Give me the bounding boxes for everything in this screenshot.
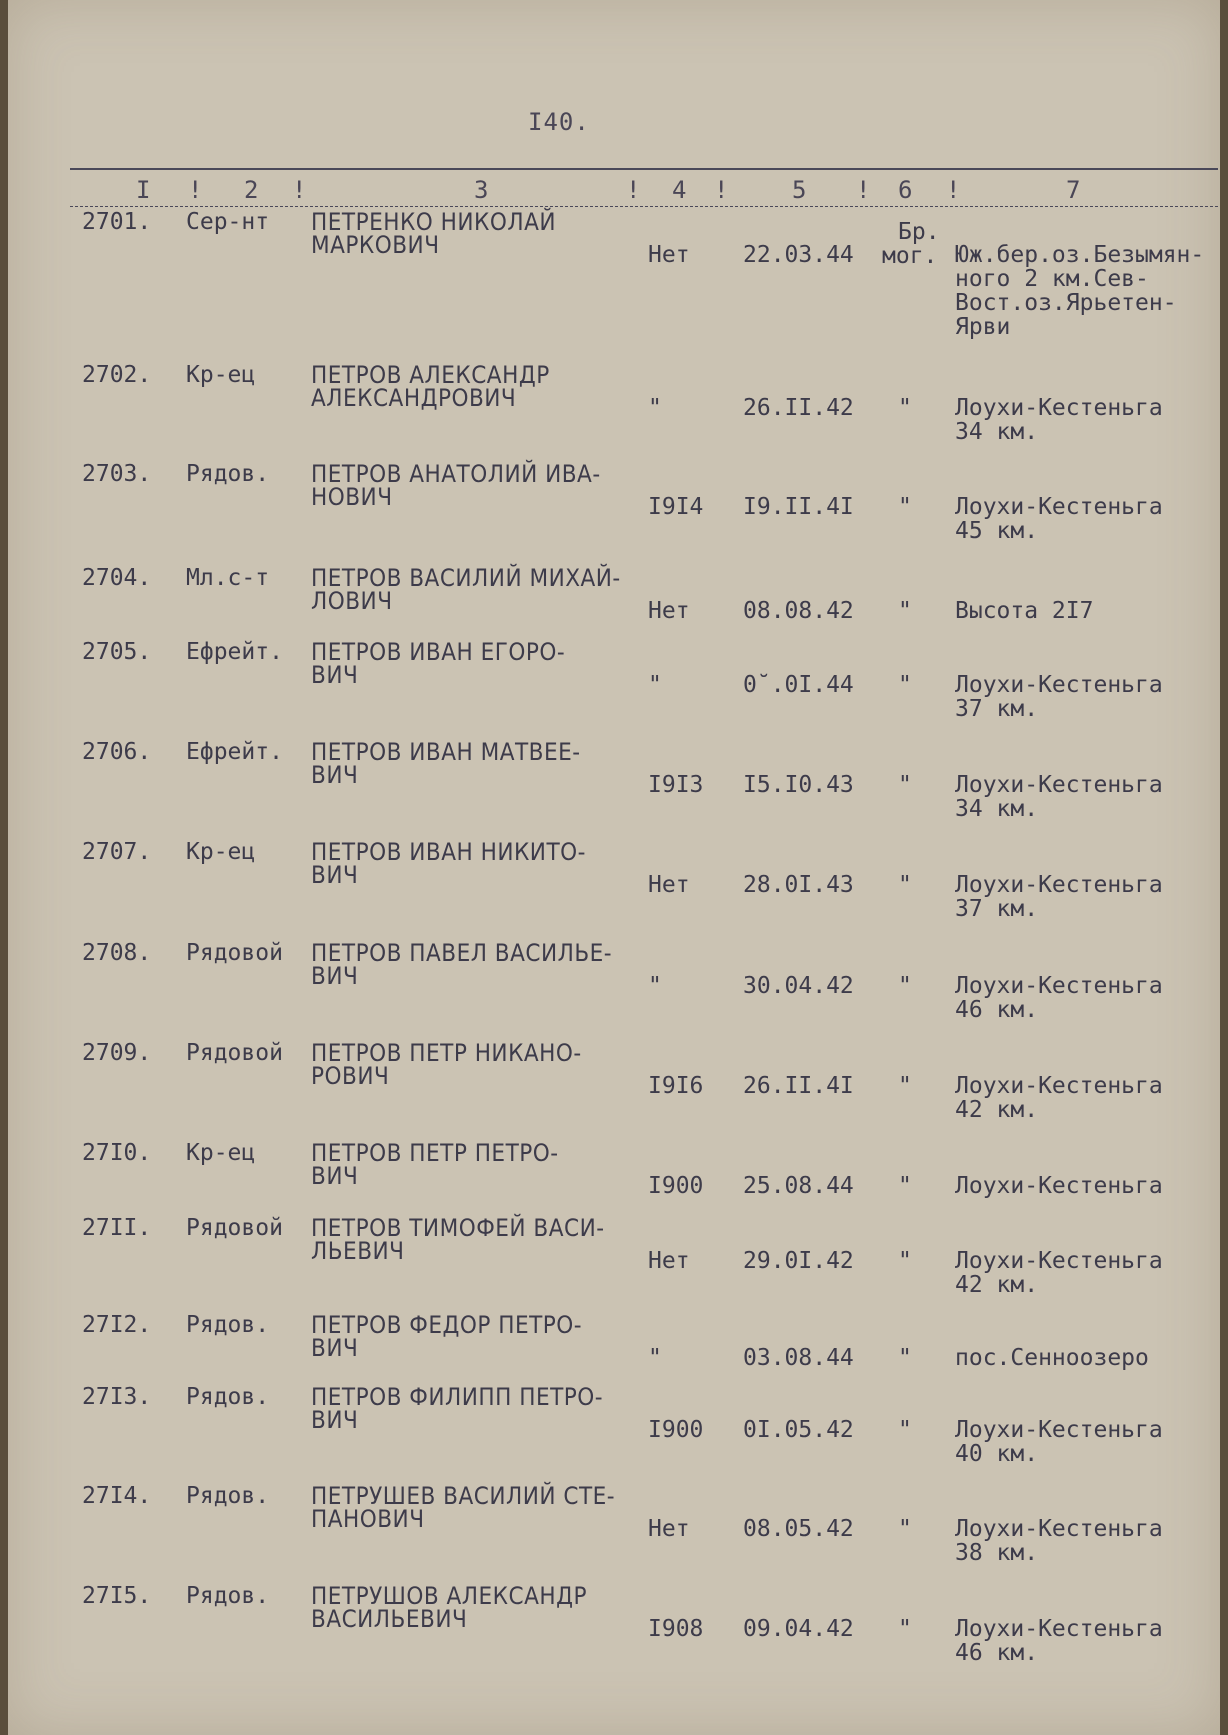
- place-line: 45 км.: [955, 518, 1039, 544]
- place-line: Ярви: [955, 314, 1011, 340]
- burial-type: ": [898, 1173, 912, 1199]
- birth-year: I9I3: [648, 772, 704, 798]
- birth-year: Нет: [648, 1248, 690, 1274]
- burial-type: ": [898, 1616, 912, 1642]
- table-row: [8, 462, 1220, 562]
- place-line: 34 км.: [955, 796, 1039, 822]
- birth-year: I9I4: [648, 494, 704, 520]
- full-name: [311, 840, 586, 888]
- header-rule-top: [70, 168, 1218, 170]
- burial-place: [955, 1249, 1163, 1297]
- birth-year: Нет: [648, 598, 690, 624]
- birth-year: I900: [648, 1417, 704, 1443]
- column-separator: !: [188, 176, 203, 204]
- record-number: 2702.: [82, 362, 152, 388]
- name-line-1: ПЕТРОВ ПЕТР НИКАНО-: [311, 1039, 582, 1067]
- military-rank: Ефрейт.: [186, 739, 283, 765]
- table-row: [8, 740, 1220, 840]
- burial-type-line-1: Бр.: [898, 219, 940, 245]
- full-name: [311, 1041, 582, 1089]
- record-number: 2705.: [82, 639, 152, 665]
- military-rank: Ефрейт.: [186, 639, 283, 665]
- column-header-6: 6: [898, 176, 913, 204]
- name-line-2: АЛЕКСАНДРОВИЧ: [311, 384, 517, 412]
- record-number: 27I3.: [82, 1384, 152, 1410]
- record-number: 2708.: [82, 940, 152, 966]
- place-line: 37 км.: [955, 696, 1039, 722]
- burial-place: [955, 495, 1163, 543]
- full-name: [311, 740, 581, 788]
- record-number: 27I4.: [82, 1483, 152, 1509]
- full-name: [311, 566, 621, 614]
- place-line: 42 км.: [955, 1272, 1039, 1298]
- burial-type: ": [898, 872, 912, 898]
- full-name: [311, 210, 556, 258]
- place-line: Лоухи-Кестеньга: [955, 1248, 1163, 1274]
- death-date: 22.03.44: [743, 242, 854, 268]
- place-line: Лоухи-Кестеньга: [955, 395, 1163, 421]
- table-row: [8, 640, 1220, 740]
- burial-type: ": [898, 1516, 912, 1542]
- column-header-3: 3: [474, 176, 489, 204]
- column-separator: !: [626, 176, 641, 204]
- military-rank: Кр-ец: [186, 839, 256, 865]
- burial-place: [955, 1346, 1149, 1370]
- place-line: Вост.оз.Ярьетен-: [955, 290, 1177, 316]
- document-page: [8, 0, 1220, 1735]
- table-row: [8, 1216, 1220, 1316]
- birth-year: I900: [648, 1173, 704, 1199]
- place-line: 37 км.: [955, 896, 1039, 922]
- column-separator: !: [946, 176, 961, 204]
- place-line: Лоухи-Кестеньга: [955, 872, 1163, 898]
- burial-type: ": [898, 1248, 912, 1274]
- record-number: 27I5.: [82, 1583, 152, 1609]
- death-date: 08.08.42: [743, 598, 854, 624]
- name-line-2: ВИЧ: [311, 761, 359, 789]
- military-rank: Рядов.: [186, 1384, 270, 1410]
- death-date: 28.0I.43: [743, 872, 854, 898]
- place-line: Лоухи-Кестеньга: [955, 973, 1163, 999]
- burial-type-line-2: мог.: [882, 243, 938, 269]
- place-line: Высота 2I7: [955, 598, 1094, 624]
- table-row: [8, 208, 1220, 340]
- record-number: 2704.: [82, 565, 152, 591]
- death-date: 09.04.42: [743, 1616, 854, 1642]
- burial-place: [955, 974, 1163, 1022]
- name-line-2: ВИЧ: [311, 1334, 359, 1362]
- record-number: 27I0.: [82, 1140, 152, 1166]
- burial-type: ": [898, 1417, 912, 1443]
- name-line-2: ПАНОВИЧ: [311, 1505, 425, 1533]
- name-line-2: ВИЧ: [311, 661, 359, 689]
- full-name: [311, 1584, 587, 1632]
- burial-place: [955, 873, 1163, 921]
- death-date: I9.II.4I: [743, 494, 854, 520]
- place-line: Лоухи-Кестеньга: [955, 1516, 1163, 1542]
- header-rule-bottom: [70, 206, 1218, 207]
- place-line: 42 км.: [955, 1097, 1039, 1123]
- burial-place: [955, 243, 1204, 339]
- place-line: Лоухи-Кестеньга: [955, 772, 1163, 798]
- birth-year: ": [648, 395, 662, 421]
- burial-type: ": [898, 1073, 912, 1099]
- table-row: [8, 1041, 1220, 1141]
- column-separator: !: [856, 176, 871, 204]
- military-rank: Сер-нт: [186, 209, 270, 235]
- table-row: [8, 1385, 1220, 1485]
- death-date: 08.05.42: [743, 1516, 854, 1542]
- full-name: [311, 1484, 615, 1532]
- burial-type: ": [898, 494, 912, 520]
- burial-type: ": [898, 672, 912, 698]
- death-date: 03.08.44: [743, 1345, 854, 1371]
- name-line-1: ПЕТРУШОВ АЛЕКСАНДР: [311, 1582, 587, 1610]
- death-date: 0˘.0I.44: [743, 672, 854, 698]
- military-rank: Рядов.: [186, 1312, 270, 1338]
- table-row: [8, 363, 1220, 463]
- burial-place: [955, 1074, 1163, 1122]
- death-date: 26.II.42: [743, 395, 854, 421]
- birth-year: ": [648, 672, 662, 698]
- name-line-1: ПЕТРОВ АНАТОЛИЙ ИВА-: [311, 460, 601, 488]
- name-line-1: ПЕТРЕНКО НИКОЛАЙ: [311, 208, 557, 236]
- place-line: Лоухи-Кестеньга: [955, 1073, 1163, 1099]
- place-line: Лоухи-Кестеньга: [955, 494, 1163, 520]
- burial-place: [955, 1517, 1163, 1565]
- death-date: 0I.05.42: [743, 1417, 854, 1443]
- military-rank: Мл.с-т: [186, 565, 270, 591]
- name-line-1: ПЕТРОВ ПЕТР ПЕТРО-: [311, 1139, 559, 1167]
- name-line-2: ВИЧ: [311, 1406, 359, 1434]
- place-line: 40 км.: [955, 1441, 1039, 1467]
- burial-type: ": [898, 598, 912, 624]
- place-line: Лоухи-Кестеньга: [955, 1417, 1163, 1443]
- name-line-1: ПЕТРОВ ВАСИЛИЙ МИХАЙ-: [311, 564, 621, 592]
- full-name: [311, 640, 565, 688]
- birth-year: Нет: [648, 242, 690, 268]
- burial-place: [955, 1617, 1163, 1665]
- place-line: 34 км.: [955, 419, 1039, 445]
- military-rank: Рядов.: [186, 1483, 270, 1509]
- name-line-2: ВИЧ: [311, 962, 359, 990]
- place-line: пос.Сенноозеро: [955, 1345, 1149, 1371]
- column-header-2: 2: [244, 176, 259, 204]
- record-number: 2701.: [82, 209, 152, 235]
- name-line-1: ПЕТРОВ АЛЕКСАНДР: [311, 361, 550, 389]
- burial-place: [955, 673, 1163, 721]
- place-line: Юж.бер.оз.Безымян-: [955, 242, 1205, 268]
- column-separator: !: [714, 176, 729, 204]
- military-rank: Рядовой: [186, 1040, 283, 1066]
- name-line-2: РОВИЧ: [311, 1062, 390, 1090]
- military-rank: Кр-ец: [186, 362, 256, 388]
- birth-year: Нет: [648, 1516, 690, 1542]
- name-line-1: ПЕТРОВ ИВАН ЕГОРО-: [311, 638, 566, 666]
- burial-type: ": [898, 973, 912, 999]
- table-row: [8, 1584, 1220, 1684]
- name-line-2: ВАСИЛЬЕВИЧ: [311, 1605, 468, 1633]
- military-rank: Кр-ец: [186, 1140, 256, 1166]
- death-date: 29.0I.42: [743, 1248, 854, 1274]
- full-name: [311, 1141, 559, 1189]
- burial-type: [882, 220, 940, 268]
- full-name: [311, 363, 550, 411]
- name-line-1: ПЕТРОВ ФИЛИПП ПЕТРО-: [311, 1383, 604, 1411]
- column-header-4: 4: [672, 176, 687, 204]
- full-name: [311, 1385, 603, 1433]
- name-line-2: МАРКОВИЧ: [311, 231, 440, 259]
- column-header-1: I: [136, 176, 151, 204]
- table-row: [8, 1484, 1220, 1584]
- place-line: Лоухи-Кестеньга: [955, 672, 1163, 698]
- name-line-2: ВИЧ: [311, 1162, 359, 1190]
- record-number: 2706.: [82, 739, 152, 765]
- birth-year: ": [648, 1345, 662, 1371]
- table-row: [8, 941, 1220, 1041]
- name-line-2: ЛЬЕВИЧ: [311, 1237, 405, 1265]
- place-line: Лоухи-Кестеньга: [955, 1173, 1163, 1199]
- place-line: 38 км.: [955, 1540, 1039, 1566]
- birth-year: Нет: [648, 872, 690, 898]
- burial-place: [955, 1418, 1163, 1466]
- birth-year: I908: [648, 1616, 704, 1642]
- place-line: Лоухи-Кестеньга: [955, 1616, 1163, 1642]
- burial-place: [955, 396, 1163, 444]
- military-rank: Рядов.: [186, 461, 270, 487]
- column-separator: !: [292, 176, 307, 204]
- name-line-2: НОВИЧ: [311, 483, 393, 511]
- name-line-1: ПЕТРОВ ФЕДОР ПЕТРО-: [311, 1311, 583, 1339]
- column-header-7: 7: [1066, 176, 1081, 204]
- burial-place: [955, 1174, 1163, 1198]
- name-line-2: ЛОВИЧ: [311, 587, 393, 615]
- table-row: [8, 840, 1220, 940]
- birth-year: I9I6: [648, 1073, 704, 1099]
- place-line: 46 км.: [955, 1640, 1039, 1666]
- burial-type: ": [898, 395, 912, 421]
- name-line-1: ПЕТРУШЕВ ВАСИЛИЙ СТЕ-: [311, 1482, 616, 1510]
- page-number: I40.: [528, 108, 590, 136]
- death-date: I5.I0.43: [743, 772, 854, 798]
- name-line-1: ПЕТРОВ ПАВЕЛ ВАСИЛЬЕ-: [311, 939, 613, 967]
- burial-place: [955, 599, 1093, 623]
- record-number: 2703.: [82, 461, 152, 487]
- death-date: 25.08.44: [743, 1173, 854, 1199]
- death-date: 30.04.42: [743, 973, 854, 999]
- name-line-1: ПЕТРОВ ИВАН МАТВЕЕ-: [311, 738, 581, 766]
- full-name: [311, 1216, 605, 1264]
- name-line-1: ПЕТРОВ ТИМОФЕЙ ВАСИ-: [311, 1214, 605, 1242]
- burial-place: [955, 773, 1163, 821]
- burial-type: ": [898, 1345, 912, 1371]
- military-rank: Рядовой: [186, 1215, 283, 1241]
- record-number: 2707.: [82, 839, 152, 865]
- record-number: 2709.: [82, 1040, 152, 1066]
- death-date: 26.II.4I: [743, 1073, 854, 1099]
- full-name: [311, 941, 612, 989]
- burial-type: ": [898, 772, 912, 798]
- full-name: [311, 1313, 582, 1361]
- place-line: ного 2 км.Сев-: [955, 266, 1149, 292]
- name-line-2: ВИЧ: [311, 861, 359, 889]
- birth-year: ": [648, 973, 662, 999]
- full-name: [311, 462, 601, 510]
- place-line: 46 км.: [955, 997, 1039, 1023]
- name-line-1: ПЕТРОВ ИВАН НИКИТО-: [311, 838, 586, 866]
- record-number: 27II.: [82, 1215, 152, 1241]
- record-number: 27I2.: [82, 1312, 152, 1338]
- military-rank: Рядовой: [186, 940, 283, 966]
- military-rank: Рядов.: [186, 1583, 270, 1609]
- column-header-5: 5: [792, 176, 807, 204]
